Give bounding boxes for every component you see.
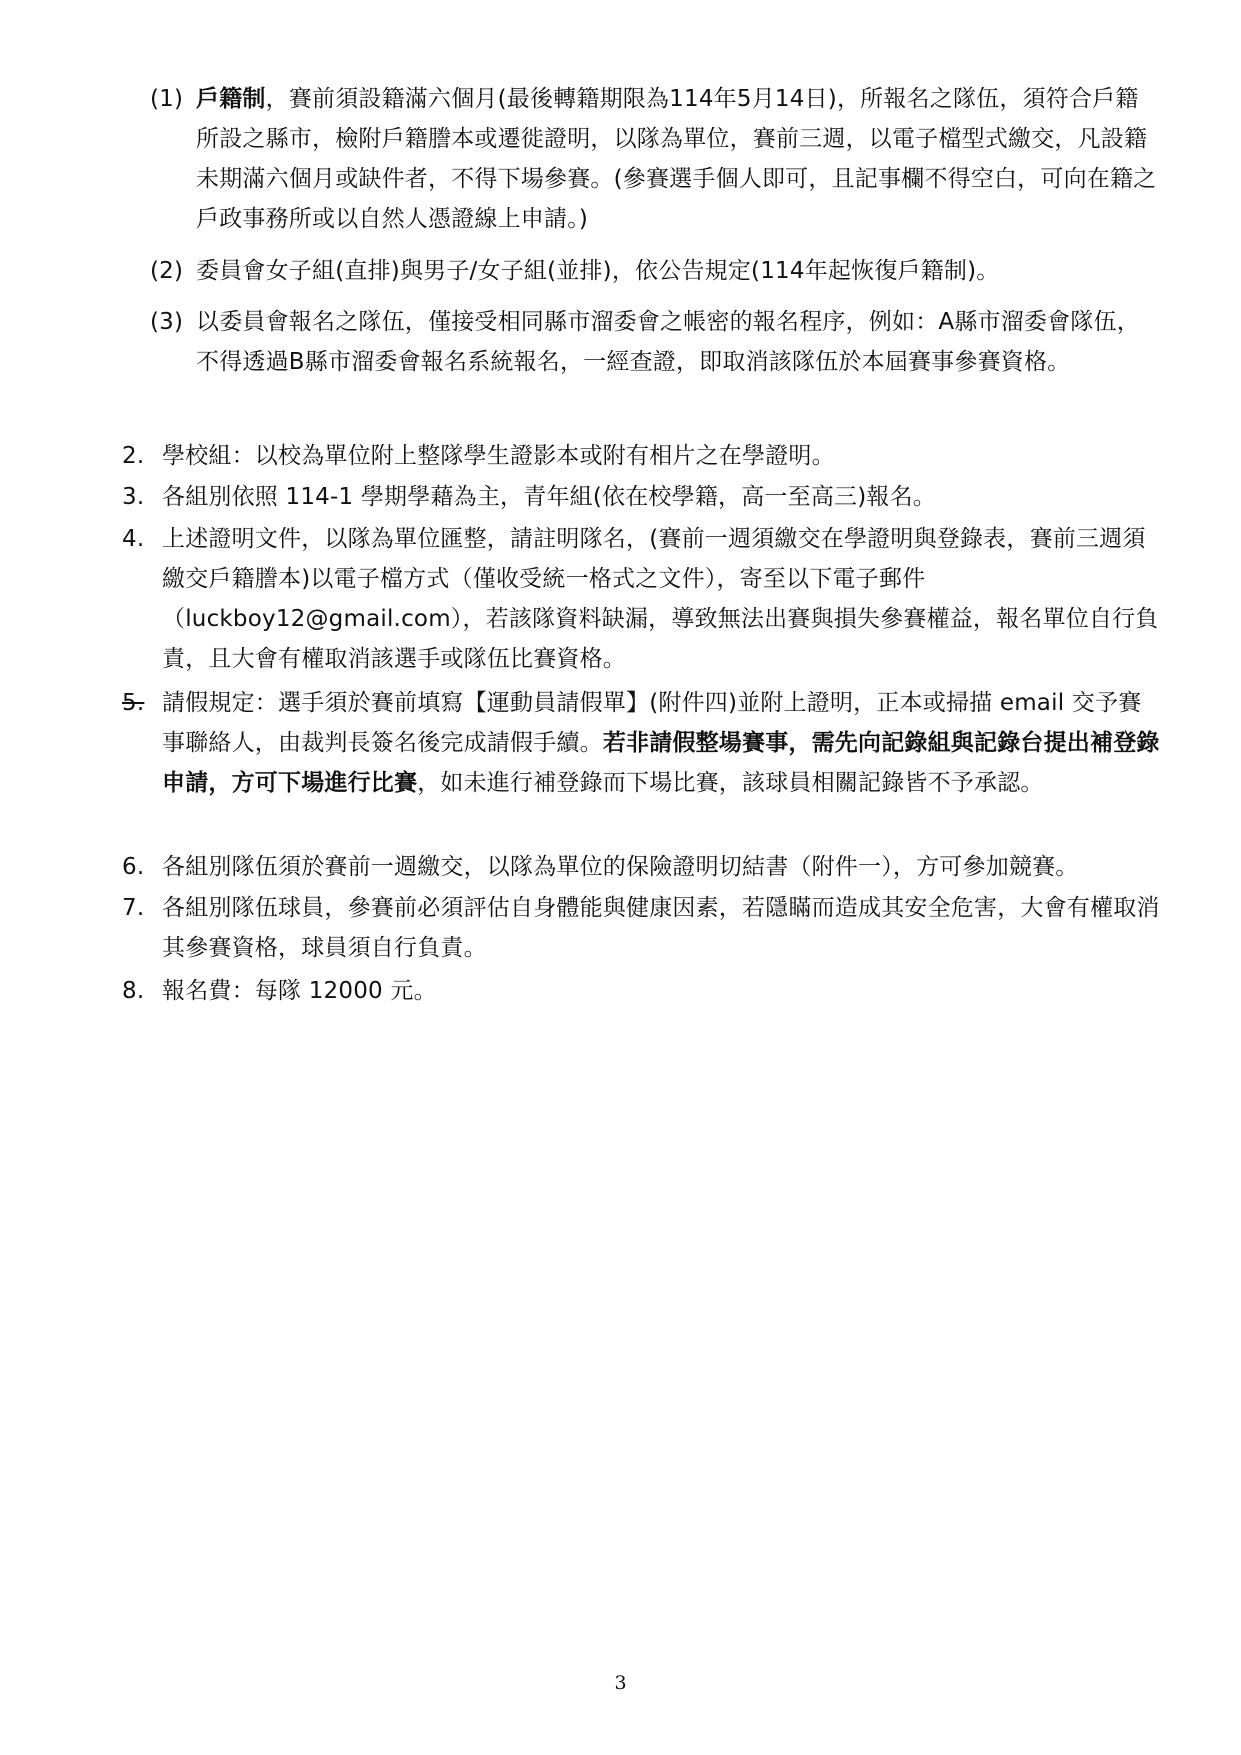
- list-item-5: [122, 683, 1162, 803]
- sub-item-2: [150, 251, 1160, 291]
- list-item-number: 6.: [122, 854, 145, 880]
- sub-item-number: (1): [150, 86, 184, 112]
- list-item-bold-text: 若非請假整場賽事，需先向記錄組與記錄台提出補登錄申請，方可下場進行比賽: [162, 730, 1160, 796]
- list-item-3: [122, 477, 1162, 517]
- list-item-text: 請假規定：選手須於賽前填寫【運動員請假單】(附件四)並附上證明，正本或掃描 email 交予賽事聯絡人，由裁判長簽名後完成請假手續。: [162, 690, 1142, 756]
- sub-item-3: [150, 302, 1160, 382]
- list-item-text: 各組別隊伍須於賽前一週繳交，以隊為單位的保險證明切結書（附件一），方可參加競賽。: [162, 854, 1079, 880]
- list-item-number: 7.: [122, 895, 145, 921]
- list-item-4: [122, 519, 1162, 679]
- page-number: 3: [614, 1672, 627, 1694]
- list-item-2: [122, 436, 1162, 476]
- sub-item-body: [150, 79, 1160, 239]
- list-item-text: 上述證明文件，以隊為單位匯整，請註明隊名，(賽前一週須繳交在學證明與登錄表，賽前三週須繳交戶籍謄本)以電子檔方式（僅收受統一格式之文件），寄至以下電子郵件（luckboy12@gmail.com），若該隊資料缺漏，導致無法出賽與損失參賽權益，報名單位自行負責，且大會有權取消該選手或隊伍比賽資格。: [162, 526, 1159, 672]
- list-item-number: 2.: [122, 443, 145, 469]
- sub-item-text: 以委員會報名之隊伍，僅接受相同縣市溜委會之帳密的報名程序，例如：A縣市溜委會隊伍，不得透過B縣市溜委會報名系統報名，一經查證，即取消該隊伍於本屆賽事參賽資格。: [196, 309, 1140, 375]
- list-item-6: [122, 847, 1162, 887]
- list-item-number: 8.: [122, 978, 145, 1004]
- list-item-number: 4.: [122, 526, 145, 552]
- list-item-text-after: ，如未進行補登錄而下場比賽，該球員相關記錄皆不予承認。: [417, 770, 1044, 796]
- list-item-text: 報名費：每隊 12000 元。: [162, 978, 437, 1004]
- sub-item-text: ，賽前須設籍滿六個月(最後轉籍期限為114年5月14日)，所報名之隊伍，須符合戶籍所設之縣市，檢附戶籍謄本或遷徙證明，以隊為單位，賽前三週，以電子檔型式繳交，凡設籍未期滿六個月或缺件者，不得下場參賽。(參賽選手個人即可，且記事欄不得空白，可向在籍之戶政事務所或以自然人憑證線上申請。): [196, 86, 1157, 232]
- list-item-8: [122, 971, 1162, 1011]
- sub-item-text: 委員會女子組(直排)與男子/女子組(並排)，依公告規定(114年起恢復戶籍制)。: [196, 258, 1000, 284]
- list-item-number: 3.: [122, 484, 145, 510]
- sub-item-bold-text: 戶籍制: [196, 86, 266, 112]
- sub-item-number: (2): [150, 258, 184, 284]
- sub-item-number: (3): [150, 309, 184, 335]
- list-item-text: 各組別依照 114-1 學期學藉為主，青年組(依在校學籍，高一至高三)報名。: [162, 484, 937, 510]
- list-item-text: 各組別隊伍球員，參賽前必須評估自身體能與健康因素，若隱瞞而造成其安全危害，大會有權取消其參賽資格，球員須自行負責。: [162, 895, 1160, 961]
- list-item-text: 學校組：以校為單位附上整隊學生證影本或附有相片之在學證明。: [162, 443, 835, 469]
- list-item-number: 5.: [122, 690, 145, 716]
- list-item-body: [122, 683, 1162, 803]
- sub-item-1: [150, 79, 1160, 239]
- list-item-7: [122, 888, 1162, 968]
